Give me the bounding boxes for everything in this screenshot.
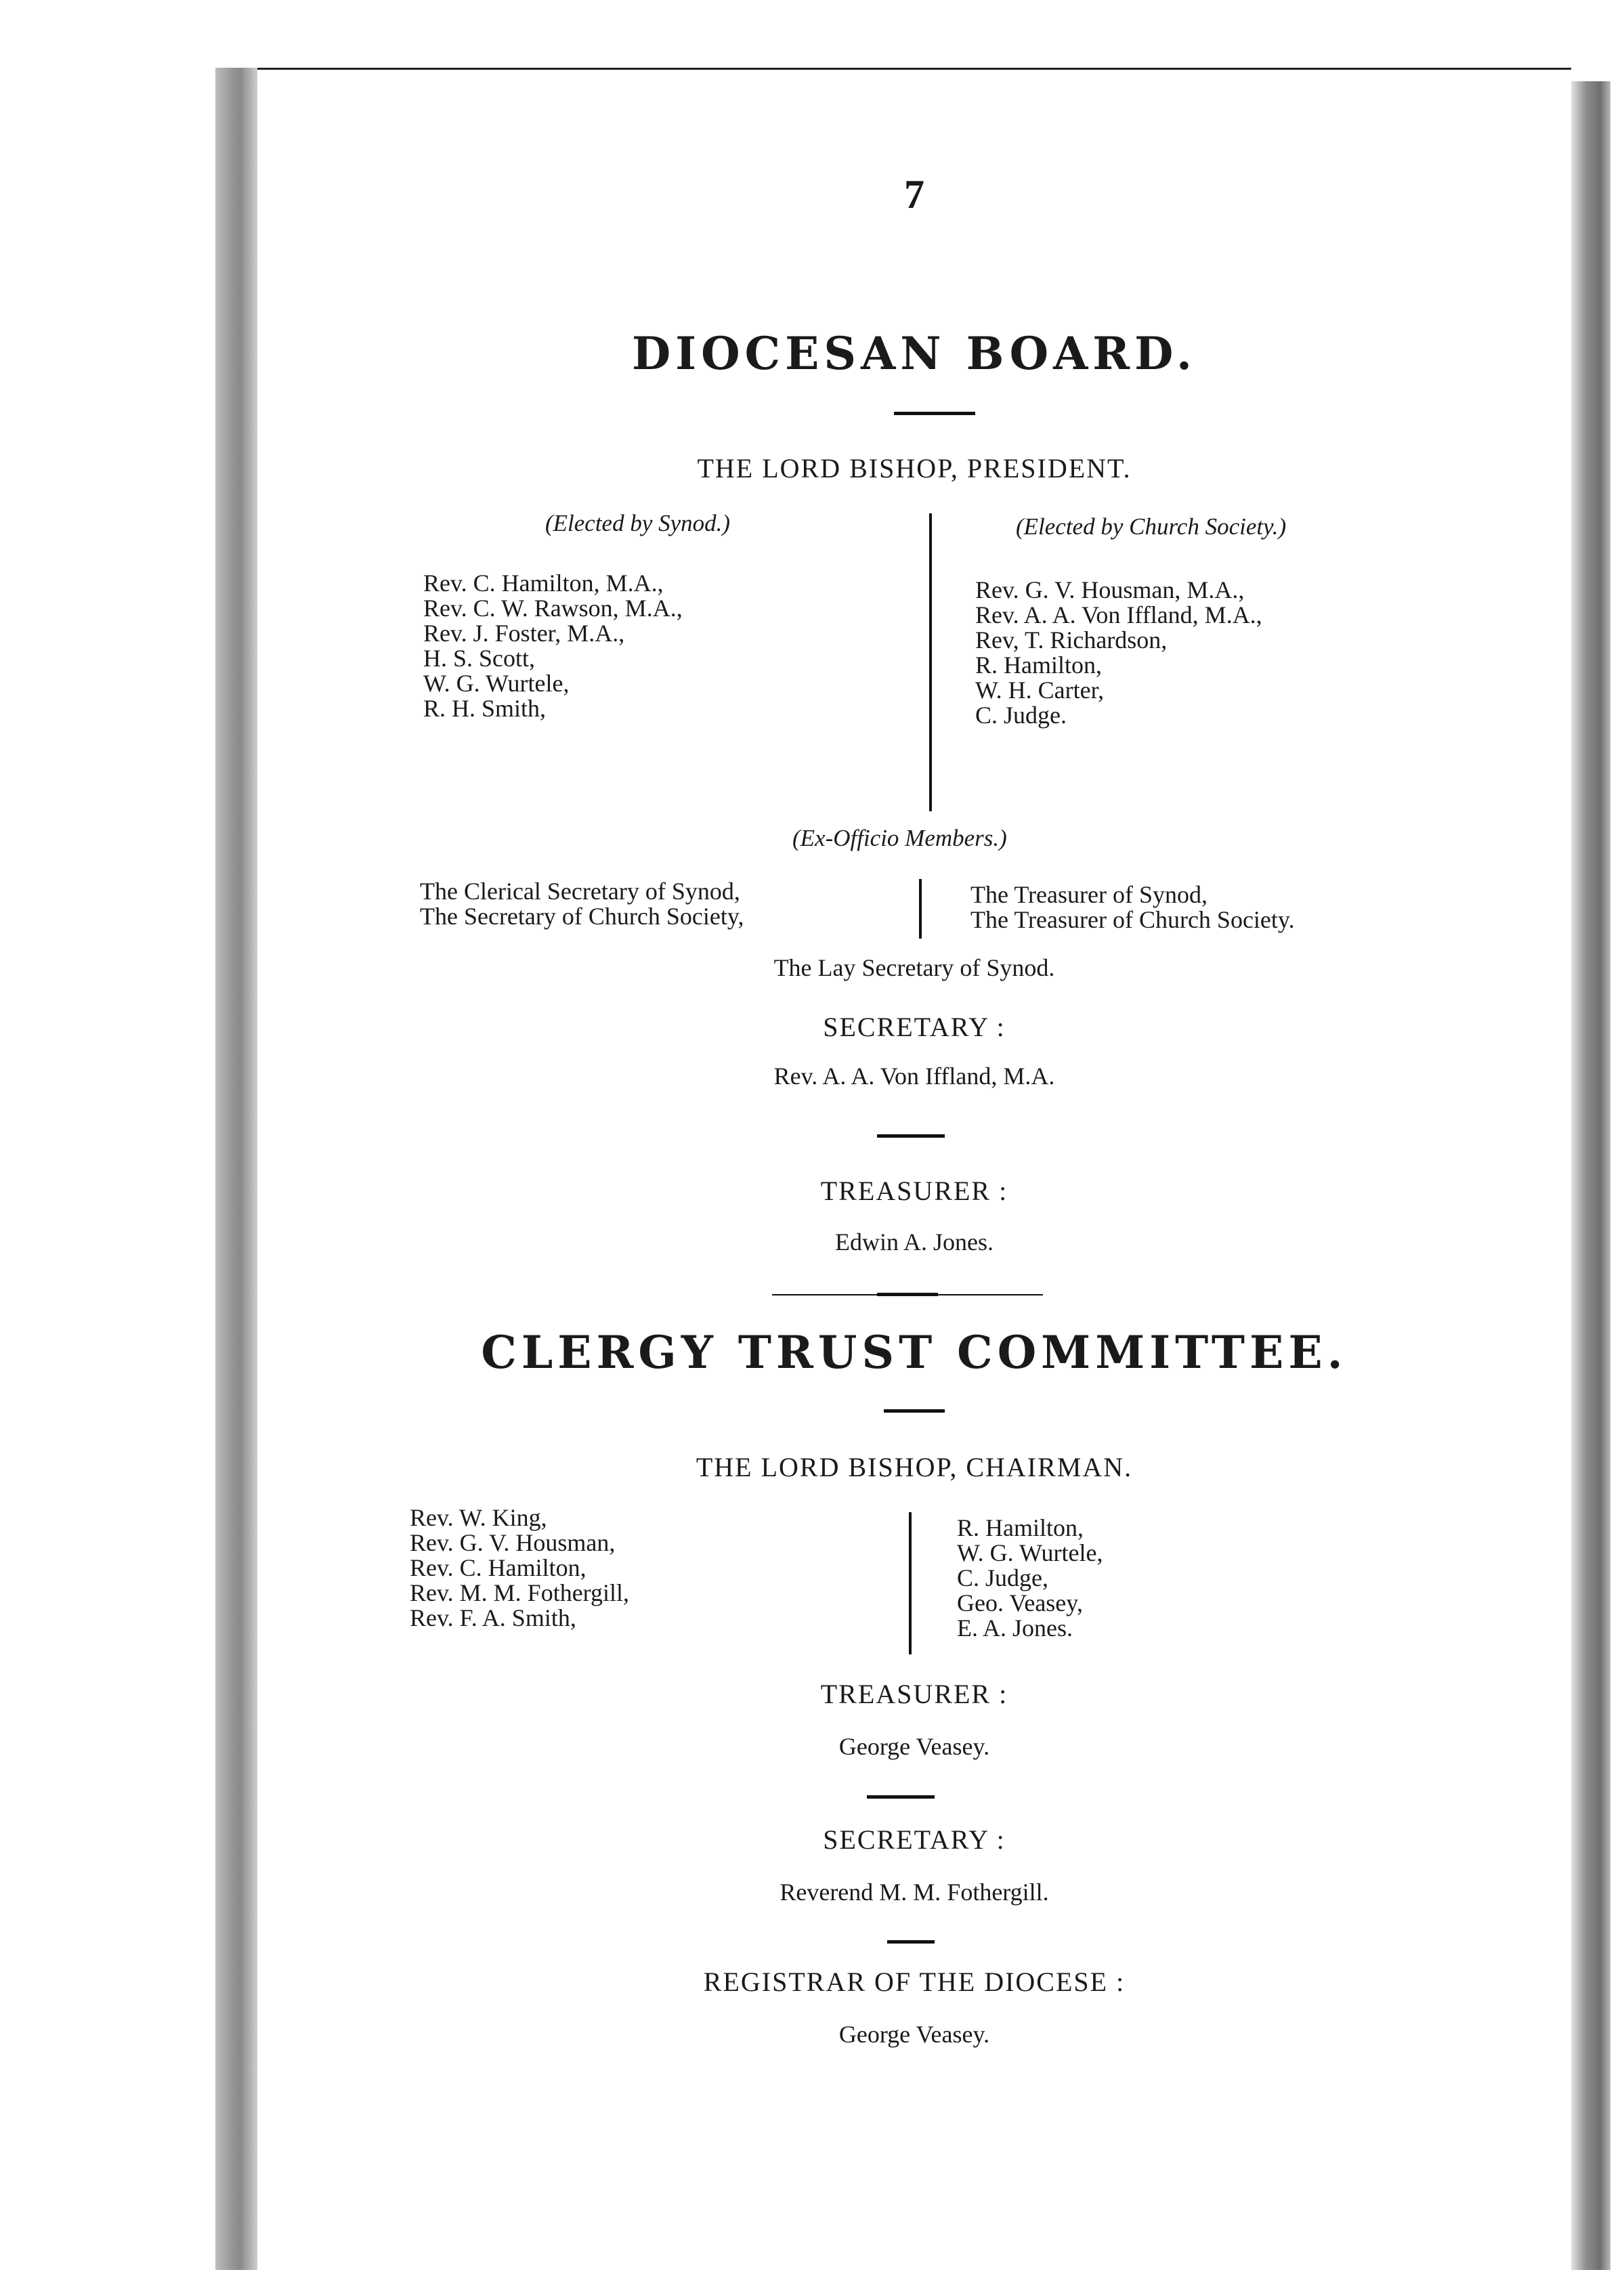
ex-officio-right — [970, 882, 1295, 933]
list-item: C. Judge. — [975, 702, 1067, 729]
list-item: Geo. Veasey, — [957, 1589, 1083, 1616]
church-members-list — [975, 578, 1262, 728]
diocesan-president: THE LORD BISHOP, PRESIDENT. — [697, 453, 1132, 484]
column-divider — [909, 1512, 912, 1654]
list-item: R. Hamilton, — [975, 651, 1102, 679]
list-item: Rev. G. V. Housman, M.A., — [975, 576, 1245, 603]
secretary-label: SECRETARY : — [823, 1012, 1006, 1042]
divider — [877, 1293, 938, 1296]
list-item: H. S. Scott, — [423, 645, 536, 672]
registrar-label: REGISTRAR OF THE DIOCESE : — [703, 1967, 1126, 1997]
list-item: Rev. A. A. Von Iffland, M.A., — [975, 601, 1262, 628]
list-item: W. G. Wurtele, — [957, 1539, 1103, 1566]
list-item: R. Hamilton, — [957, 1514, 1084, 1541]
list-item: Rev. C. Hamilton, M.A., — [423, 570, 664, 597]
list-item: The Treasurer of Church Society. — [970, 906, 1295, 933]
divider — [887, 1940, 935, 1944]
treasurer-name: Edwin A. Jones. — [835, 1228, 993, 1256]
clergy-trust-title: CLERGY TRUST COMMITTEE. — [481, 1326, 1348, 1379]
list-item: Rev. C. W. Rawson, M.A., — [423, 595, 683, 622]
list-item: W. G. Wurtele, — [423, 670, 570, 697]
diocesan-board-title: DIOCESAN BOARD. — [631, 327, 1197, 380]
page-edge — [1570, 81, 1610, 2270]
trust-secretary-name: Reverend M. M. Fothergill. — [779, 1879, 1049, 1906]
list-item: E. A. Jones. — [957, 1614, 1073, 1642]
registrar-name: George Veasey. — [838, 2021, 990, 2048]
elected-by-church-label: (Elected by Church Society.) — [1016, 513, 1287, 540]
divider — [867, 1795, 935, 1799]
book-gutter — [215, 68, 257, 2270]
list-item: Rev. M. M. Fothergill, — [410, 1579, 630, 1606]
column-divider — [919, 879, 922, 939]
divider — [877, 1134, 945, 1138]
document-page — [257, 68, 1571, 2272]
list-item: Rev. F. A. Smith, — [410, 1604, 576, 1631]
list-item: C. Judge, — [957, 1564, 1048, 1591]
ex-officio-left — [420, 879, 744, 929]
secretary-name: Rev. A. A. Von Iffland, M.A. — [773, 1063, 1055, 1090]
trust-treasurer-name: George Veasey. — [838, 1733, 990, 1760]
list-item: Rev. J. Foster, M.A., — [423, 620, 625, 647]
page-number: 7 — [904, 172, 924, 217]
list-item: Rev, T. Richardson, — [975, 626, 1168, 653]
trust-secretary-label: SECRETARY : — [823, 1824, 1006, 1855]
elected-by-synod-label: (Elected by Synod.) — [545, 510, 731, 536]
synod-members-list — [423, 571, 683, 721]
ex-officio-label: (Ex-Officio Members.) — [792, 825, 1007, 851]
lay-secretary: The Lay Secretary of Synod. — [773, 954, 1055, 981]
trust-treasurer-label: TREASURER : — [820, 1679, 1008, 1709]
list-item: The Secretary of Church Society, — [420, 903, 744, 930]
clergy-trust-chairman: THE LORD BISHOP, CHAIRMAN. — [696, 1452, 1133, 1482]
list-item: R. H. Smith, — [423, 695, 547, 722]
clergy-trust-members-left — [410, 1505, 629, 1631]
list-item: W. H. Carter, — [975, 677, 1105, 704]
list-item: The Clerical Secretary of Synod, — [420, 878, 740, 905]
divider — [894, 412, 975, 415]
facing-page — [0, 0, 217, 2270]
treasurer-label: TREASURER : — [820, 1176, 1008, 1206]
list-item: Rev. G. V. Housman, — [410, 1529, 616, 1556]
list-item: Rev. C. Hamilton, — [410, 1554, 586, 1581]
column-divider — [929, 513, 932, 811]
list-item: Rev. W. King, — [410, 1504, 547, 1531]
divider — [884, 1409, 945, 1413]
clergy-trust-members-right — [957, 1516, 1103, 1641]
list-item: The Treasurer of Synod, — [970, 881, 1208, 908]
